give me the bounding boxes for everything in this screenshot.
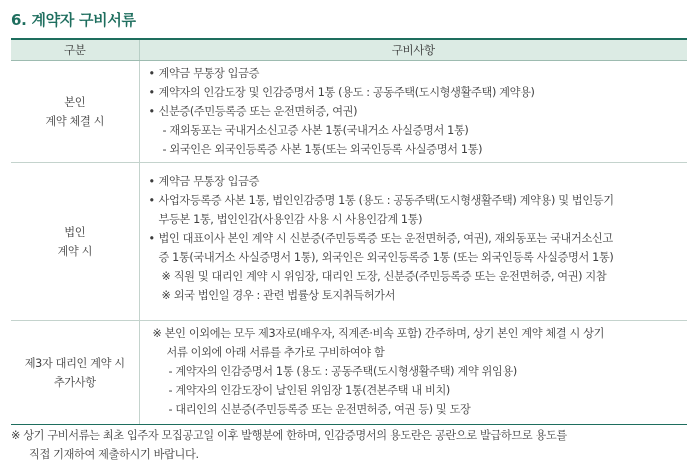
row-requirements xyxy=(139,61,687,163)
category-line: 법인 xyxy=(64,225,86,239)
list-item-text: 신분증(주민등록증 또는 운전면허증, 여권) xyxy=(158,105,358,118)
list-item-text: 계약금 무통장 입금증 xyxy=(158,67,260,80)
sub-item: - 계약자의 인감도장이 날인된 위임장 1통(견본주택 내 비치) xyxy=(168,384,450,397)
note-item: ※ 외국 법인일 경우 : 관련 법률상 토지취득허가서 xyxy=(161,289,396,302)
list-item-text: 계약금 무통장 입금증 xyxy=(158,175,260,188)
footnote-line: ※ 상기 구비서류는 최초 입주자 모집공고일 이후 발행분에 한하며, 인감증명서의 용도란은 공란으로 발급하므로 용도를 xyxy=(11,429,567,442)
list-item xyxy=(149,172,680,191)
footnote xyxy=(11,426,687,464)
header-requirements: 구비사항 xyxy=(139,39,687,61)
bullet-mark: • xyxy=(148,86,155,99)
list-item-text: 법인 대표이사 본인 계약 시 신분증(주민등록증 또는 운전면허증, 여권), 재외동포는 국내거소신고 xyxy=(158,232,613,245)
sub-item: - 대리인의 신분증(주민등록증 또는 운전면허증, 여권 등) 및 도장 xyxy=(168,403,471,416)
bullet-mark: • xyxy=(148,175,155,188)
category-line: 계약 시 xyxy=(57,244,93,258)
note-continuation: 서류 이외에 아래 서류를 추가로 구비하여야 함 xyxy=(166,346,385,359)
row-category xyxy=(11,321,139,425)
list-item xyxy=(149,102,680,121)
footnote-line: 직접 기재하여 제출하시기 바랍니다. xyxy=(29,448,199,461)
list-item-text: 사업자등록증 사본 1통, 법인인감증명 1통 (용도 : 공동주택(도시형생활주택) 계약용) 및 법인등기 xyxy=(158,194,614,207)
row-category xyxy=(11,163,139,321)
list-item xyxy=(149,64,680,83)
table-row xyxy=(11,321,687,425)
category-line: 계약 체결 시 xyxy=(45,114,105,128)
table-row xyxy=(11,163,687,321)
table-row xyxy=(11,61,687,163)
list-item-continuation: 증 1통(국내거소 사실증명서 1통), 외국인은 외국인등록증 1통 (또는 외국인등록 사실증명서 1통) xyxy=(158,251,614,264)
row-category xyxy=(11,61,139,163)
list-item xyxy=(149,191,680,210)
bullet-mark: • xyxy=(148,67,155,80)
note-item: ※ 직원 및 대리인 계약 시 위임장, 대리인 도장, 신분증(주민등록증 또는 운전면허증, 여권) 지참 xyxy=(161,270,607,283)
bullet-mark: • xyxy=(148,105,155,118)
bullet-mark: • xyxy=(148,194,155,207)
section-title: 6. 계약자 구비서류 xyxy=(11,11,136,29)
list-item xyxy=(149,83,680,102)
sub-item: - 재외동포는 국내거소신고증 사본 1통(국내거소 사실증명서 1통) xyxy=(162,124,469,137)
category-line: 추가사항 xyxy=(53,375,96,389)
sub-item: - 외국인은 외국인등록증 사본 1통(또는 외국인등록 사실증명서 1통) xyxy=(162,143,483,156)
sub-item: - 계약자의 인감증명서 1통 (용도 : 공동주택(도시형생활주택) 계약 위임용) xyxy=(168,365,517,378)
note-item: ※ 본인 이외에는 모두 제3자로(배우자, 직계존·비속 포함) 간주하며, 상기 본인 계약 체결 시 상기 xyxy=(152,327,605,340)
category-line: 본인 xyxy=(64,95,86,109)
row-requirements xyxy=(139,321,687,425)
row-requirements xyxy=(139,163,687,321)
header-category: 구분 xyxy=(11,39,139,61)
list-item-text: 계약자의 인감도장 및 인감증명서 1통 (용도 : 공동주택(도시형생활주택) 계약용) xyxy=(158,86,535,99)
list-item-continuation: 부등본 1통, 법인인감(사용인감 사용 시 사용인감계 1통) xyxy=(158,213,423,226)
category-line: 제3자 대리인 계약 시 xyxy=(24,356,125,370)
table-header-row xyxy=(11,39,687,61)
bullet-mark: • xyxy=(148,232,155,245)
required-documents-table xyxy=(11,38,687,425)
list-item xyxy=(149,229,680,248)
